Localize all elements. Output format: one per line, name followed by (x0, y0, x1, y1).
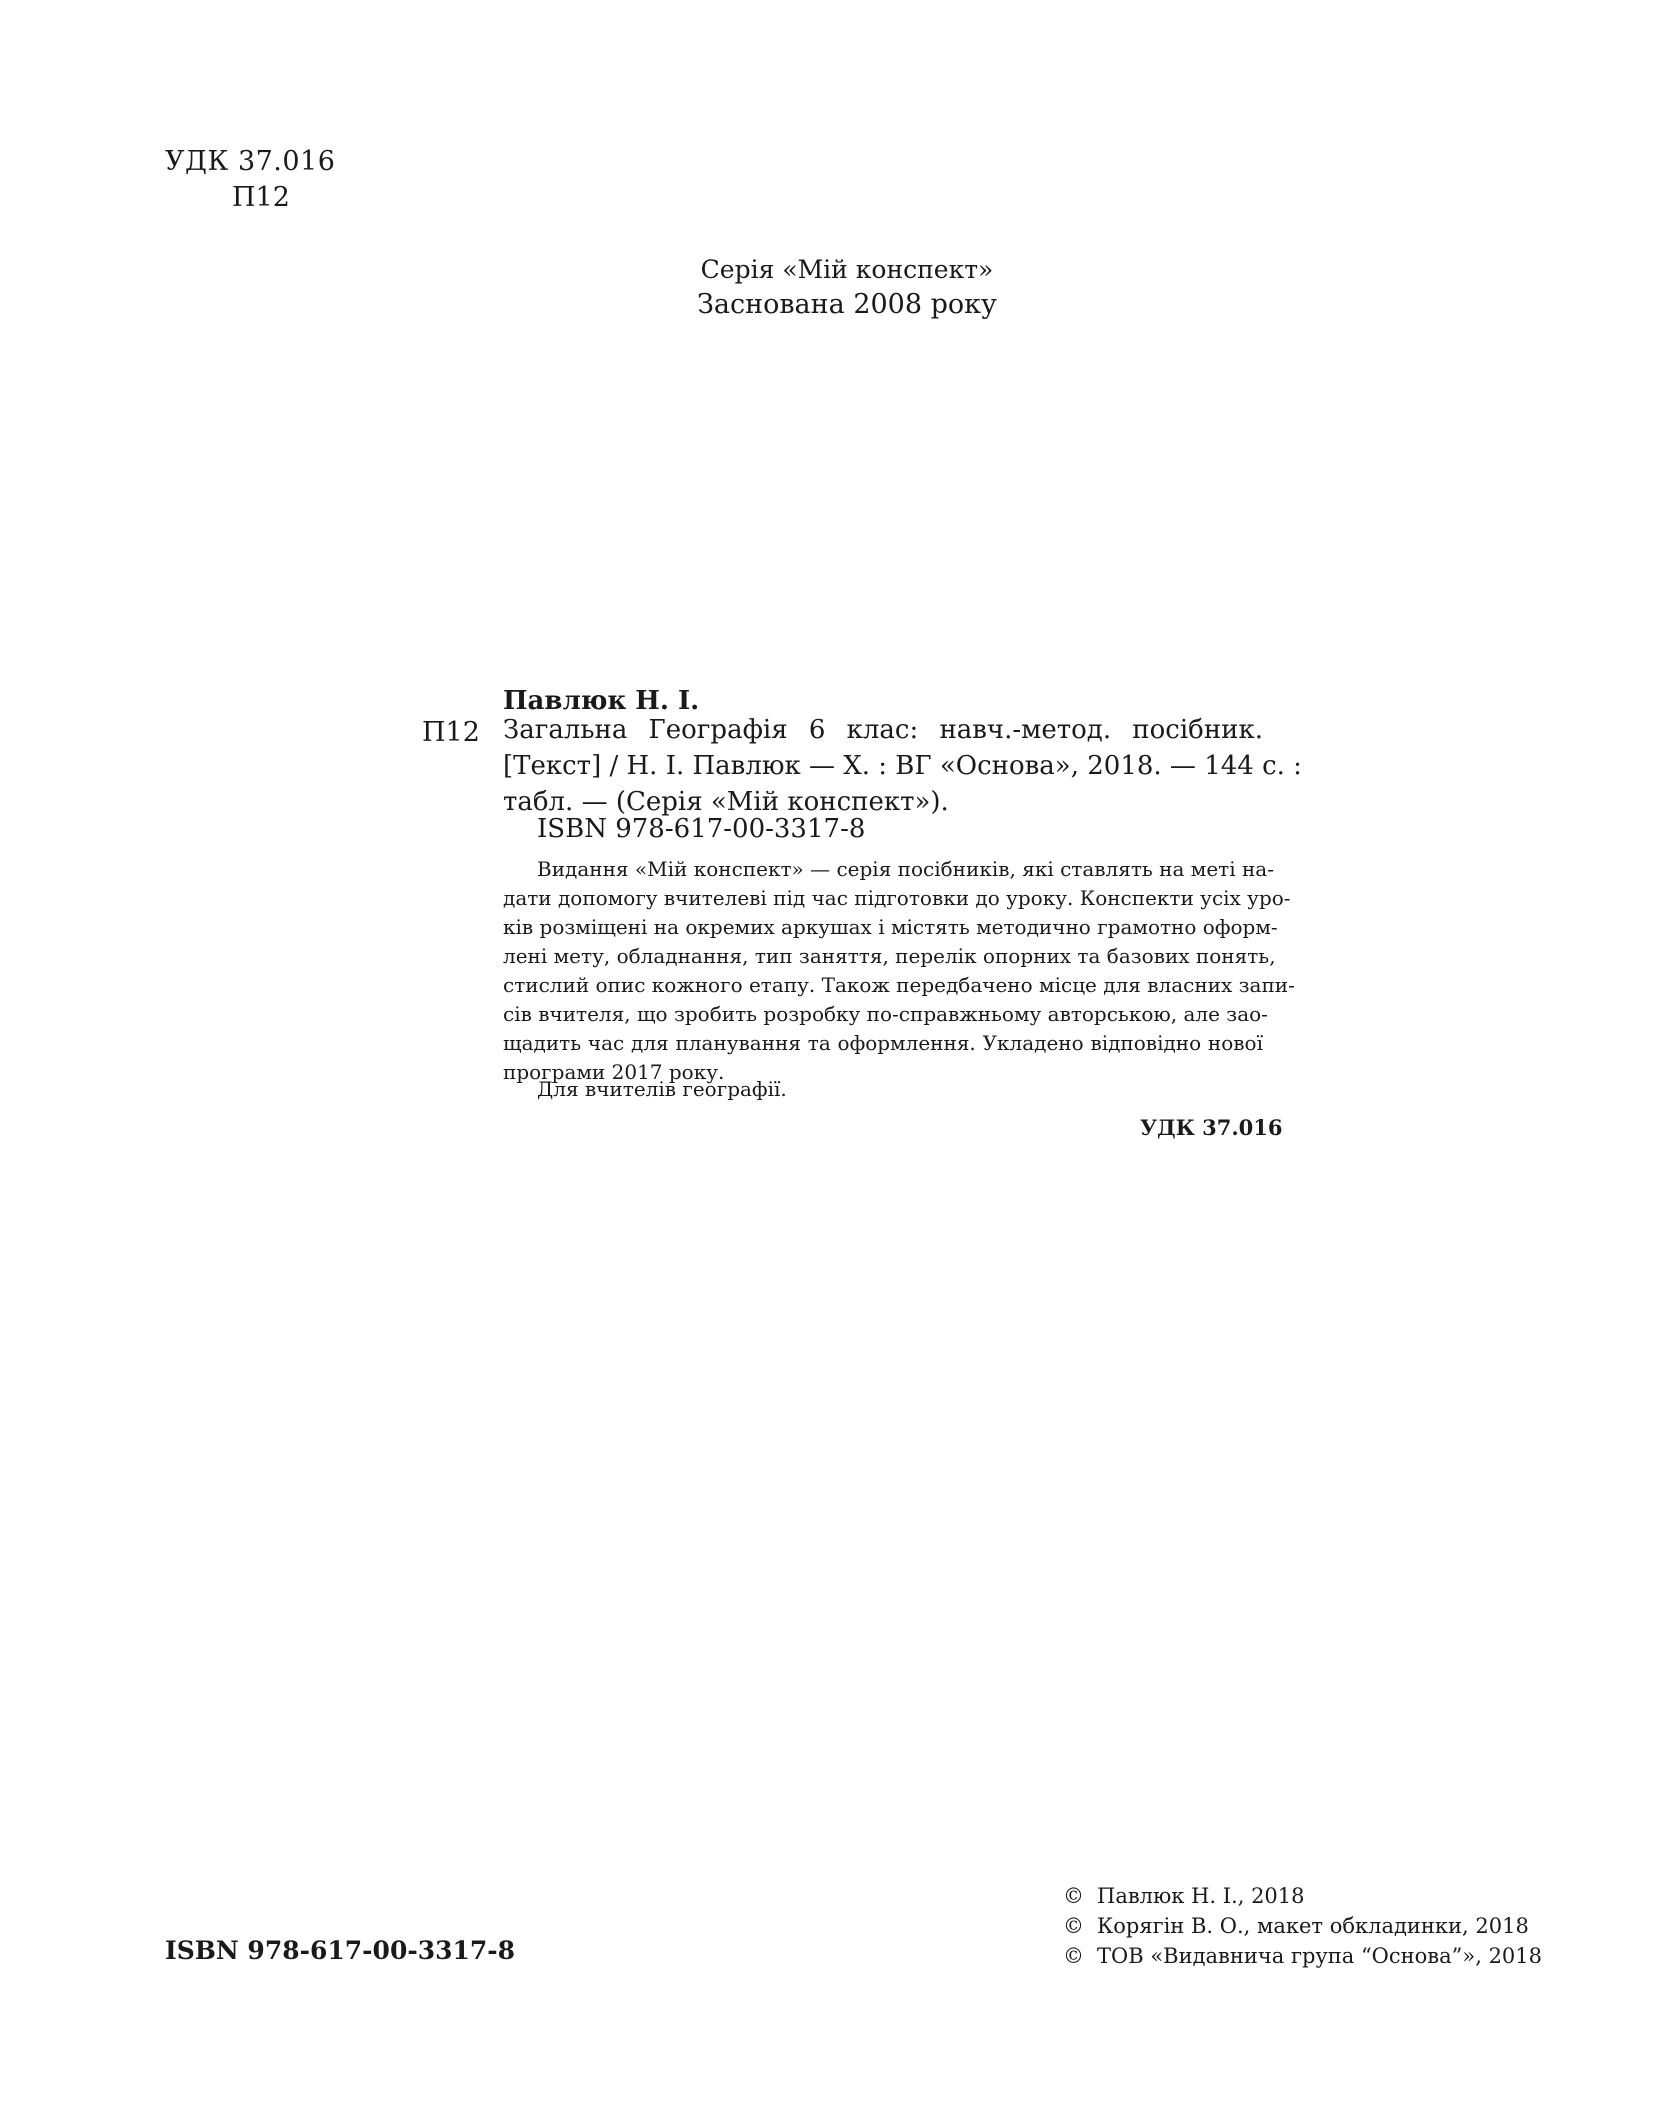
annotation-line: лені мету, обладнання, тип заняття, перелік опорних та базових понять, (503, 944, 1276, 968)
annotation-line: сів вчителя, що зробить розробку по-справжньому авторською, але заo- (503, 1002, 1268, 1026)
copyright-text: Корягін В. О., макет обкладинки, 2018 (1097, 1914, 1529, 1938)
author-mark-top: П12 (232, 182, 290, 213)
copyright-line (1063, 1941, 1542, 1971)
copyright-icon: © (1063, 1884, 1084, 1908)
biblio-line: [Текст] / Н. І. Павлюк — Х. : ВГ «Основа», 2018. — 144 с. : (503, 751, 1302, 781)
annotation-line: Видання «Мій конспект» — серія посібників, які ставлять на меті на- (537, 857, 1274, 881)
biblio-line: Загальна Географія 6 клас: навч.-метод. посібник. (503, 715, 1263, 745)
copyright-line (1063, 1911, 1542, 1941)
copyright-text: Павлюк Н. І., 2018 (1097, 1884, 1305, 1908)
target-audience: Для вчителів географії. (537, 1077, 787, 1101)
record-author: Павлюк Н. І. (503, 686, 700, 716)
annotation-line: програми 2017 року. (503, 1060, 725, 1084)
copyright-line (1063, 1881, 1542, 1911)
annotation-line: ків розміщені на окремих аркушах і містять методично грамотно оформ- (503, 915, 1278, 939)
udk-index-top: УДК 37.016 (165, 146, 336, 177)
series-founded: Заснована 2008 року (697, 289, 997, 320)
record-author-mark: П12 (422, 717, 480, 748)
annotation-line: дати допомогу вчителеві під час підготовки до уроку. Конспекти усіх уро- (503, 886, 1291, 910)
annotation-line: стислий опис кожного етапу. Також передбачено місце для власних запи- (503, 973, 1295, 997)
series-name: Серія «Мій конспект» (700, 255, 994, 284)
record-isbn: ISBN 978-617-00-3317-8 (537, 814, 866, 844)
annotation (503, 855, 1295, 1087)
isbn-footer: ISBN 978-617-00-3317-8 (165, 1936, 516, 1965)
record-udk: УДК 37.016 (1140, 1115, 1283, 1140)
copyright-icon: © (1063, 1944, 1084, 1968)
annotation-line: щадить час для планування та оформлення. Укладено відповідно нової (503, 1031, 1263, 1055)
copyright-icon: © (1063, 1914, 1084, 1938)
biblio-line: табл. — (Серія «Мій конспект»). (503, 787, 949, 817)
copyright-text: ТОВ «Видавнича група “Основа”», 2018 (1097, 1944, 1543, 1968)
copyright-block (1063, 1881, 1542, 1971)
bibliographic-description (503, 712, 1302, 820)
